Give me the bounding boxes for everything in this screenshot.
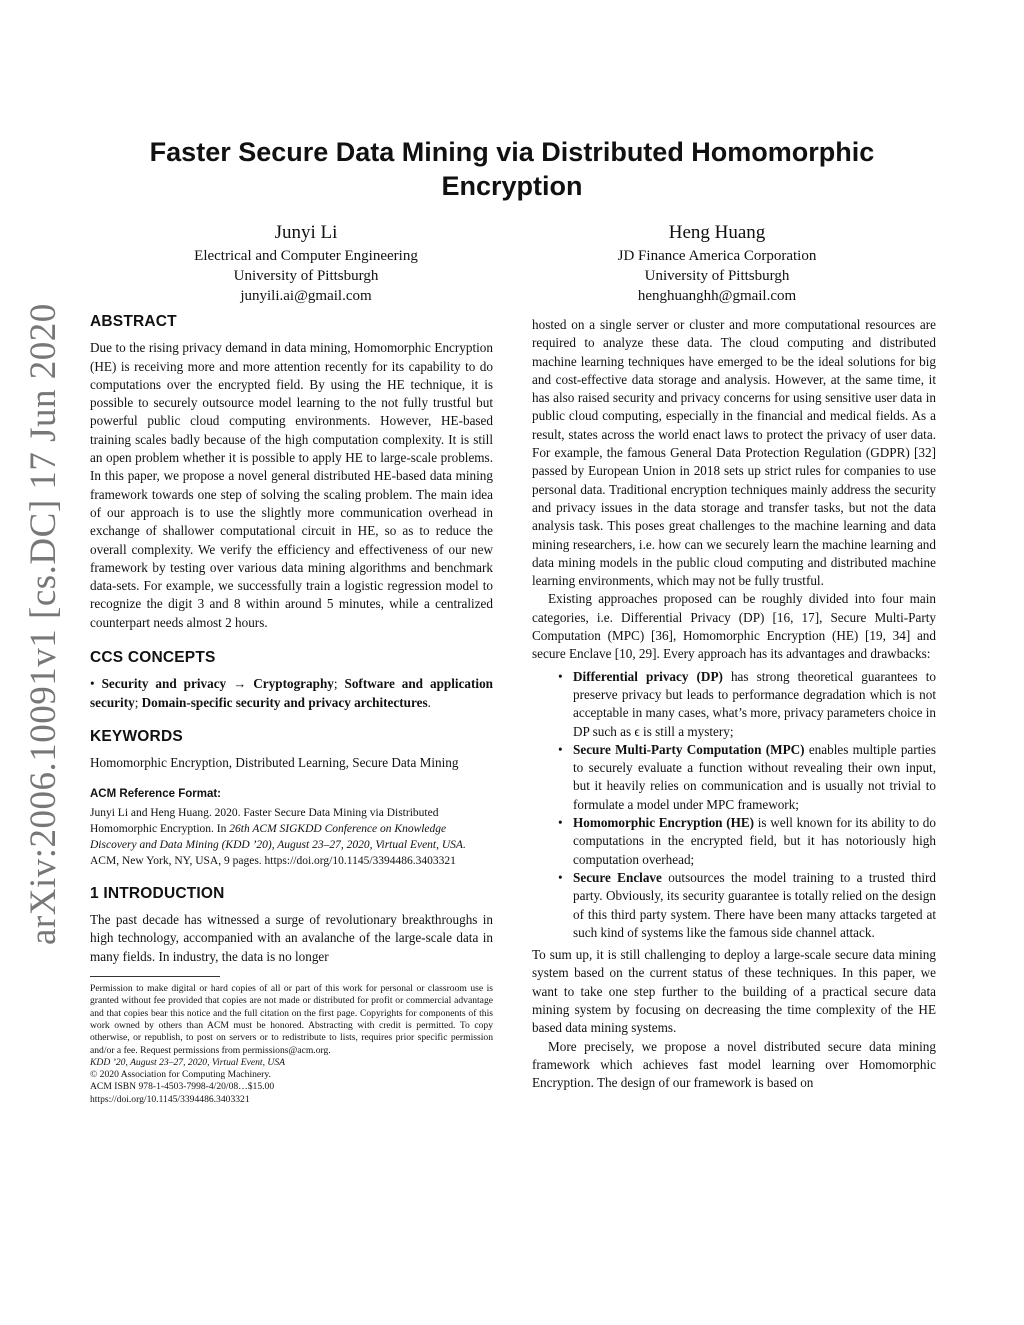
- ccs-concept: Domain-specific security and privacy architectures: [141, 694, 428, 710]
- list-item-text: has strong theoretical guarantees to preserve privacy but leads to performance degradation which is not acceptable in many cases, what’s more, privacy parameters choice in DP such as ϵ is still a mystery;: [573, 668, 936, 739]
- list-item-term: Secure Enclave: [573, 869, 662, 885]
- ccs-bullet: •: [90, 676, 95, 692]
- author-institution: University of Pittsburgh: [644, 268, 790, 284]
- bullet-icon: •: [558, 668, 563, 684]
- ccs-concept: Cryptography: [253, 676, 334, 692]
- intro-text-left: The past decade has witnessed a surge of revolutionary breakthroughs in high technology, accompanied with an avalanche of the large-scale data in many fields. In industry, the data is no longer: [90, 912, 493, 964]
- ccs-concept: Software and application security: [90, 676, 494, 710]
- intro-text-right-2: Existing approaches proposed can be roughly divided into four main categories, i.e. Differential Privacy (DP) [16, 17], Secure Multi-Party Computation (MPC) [36], Homomorphic Encryption (HE) [19, 34] and secure Enclave [10, 29]. Every approach has its advantages and drawbacks:: [532, 591, 936, 662]
- author-institution: University of Pittsburgh: [233, 268, 379, 284]
- acm-reference: [90, 785, 493, 869]
- venue-text: KDD ’20, August 23–27, 2020, Virtual Event, USA: [90, 1056, 285, 1068]
- ccs-concepts: [90, 675, 493, 712]
- footnote-divider: [90, 976, 220, 977]
- arxiv-stamp: arXiv:2006.10091v1 [cs.DC] 17 Jun 2020: [23, 303, 64, 945]
- list-item: [558, 869, 936, 942]
- abstract-heading: ABSTRACT: [90, 313, 177, 330]
- author-affiliation: Electrical and Computer Engineering: [194, 248, 418, 264]
- acm-reference-text: [90, 805, 493, 869]
- list-item-term: Homomorphic Encryption (HE): [573, 815, 755, 831]
- doi-line: https://doi.org/10.1145/3394486.3403321: [90, 1093, 250, 1105]
- list-item-term: Secure Multi-Party Computation (MPC): [573, 741, 805, 757]
- intro-text-right-3: To sum up, it is still challenging to deploy a large-scale secure data mining system based on the current status of these techniques. In this paper, we want to take one step further to the building of a practical secure data mining system by focusing on decreasing the time complexity of the HE based data mining systems.: [532, 947, 936, 1036]
- left-column: [90, 313, 493, 1106]
- acm-reference-part: ACM, New York, NY, USA, 9 pages. https://doi.org/10.1145/3394486.3403321: [90, 854, 456, 867]
- ccs-end: .: [427, 694, 431, 710]
- isbn-line: ACM ISBN 978-1-4503-7998-4/20/08…$15.00: [90, 1081, 275, 1093]
- acm-reference-venue: 26th ACM SIGKDD Conference on Knowledge Discovery and Data Mining (KDD ’20), August 23–27, 2020, Virtual Event, USA.: [90, 822, 466, 851]
- bullet-icon: •: [558, 741, 563, 757]
- copyright-line: © 2020 Association for Computing Machinery.: [90, 1069, 271, 1081]
- keywords-heading: KEYWORDS: [90, 727, 183, 745]
- bullet-icon: •: [558, 869, 563, 885]
- permission-notice: Permission to make digital or hard copies of all or part of this work for personal or classroom use is granted without fee provided that copies are not made or distributed for profit or commercial advantage and that copies bear this notice and the full citation on the first page. Copyrights for components of this work owned by others than ACM must be honored. Abstracting with credit is permitted. To copy otherwise, or republish, to post on servers or to redistribute to lists, requires prior specific permission and/or a fee. Request permissions from permissions@acm.org.: [90, 983, 493, 1056]
- introduction-heading: 1 INTRODUCTION: [90, 884, 225, 902]
- list-item-text: outsources the model training to a trusted third party. Obviously, its security guarantee is totally relied on the design of this third party system. There have been many attacks targeted at such kind of systems like the famous side channel attack.: [573, 869, 936, 940]
- author-name: Junyi Li: [274, 222, 338, 243]
- acm-reference-heading: ACM Reference Format:: [90, 787, 221, 800]
- abstract-text: Due to the rising privacy demand in data mining, Homomorphic Encryption (HE) is receiving more and more attention recently for its capability to do computations over the encrypted field. By using the HE technique, it is possible to securely outsource model learning to the not fully trustful but powerful public cloud computing environments. However, HE-based training scales badly because of the high computation complexity. It is still an open problem whether it is possible to apply HE to large-scale problems. In this paper, we propose a novel general distributed HE-based data mining framework towards one step of solving the scaling problem. The main idea of our approach is to use the slightly more communication overhead in exchange of shallower computational circuit in HE, so as to reduce the overall complexity. We verify the efficiency and effectiveness of our new framework by testing over various data mining algorithms and benchmark data-sets. For example, we successfully train a logistic regression model to recognize the digit 3 and 8 within around 5 minutes, while a centralized counterpart needs almost 2 hours.: [90, 340, 493, 630]
- paper-title: Faster Secure Data Mining via Distributed Homomorphic Encryption: [149, 137, 875, 201]
- list-item: [558, 741, 936, 814]
- right-column: [532, 316, 936, 1092]
- list-item: [558, 814, 936, 869]
- approach-list: [532, 668, 936, 942]
- author-affiliation: JD Finance America Corporation: [617, 248, 817, 264]
- ccs-concept: Security and privacy: [101, 676, 227, 692]
- intro-text-right-4: More precisely, we propose a novel distributed secure data mining framework which achieves fast model learning over Homomorphic Encryption. The design of our framework is based on: [532, 1038, 936, 1091]
- keywords-text: Homomorphic Encryption, Distributed Learning, Secure Data Mining: [90, 755, 459, 771]
- list-item: [558, 668, 936, 741]
- author-block-2: [557, 220, 877, 306]
- ccs-separator: ;: [333, 676, 345, 692]
- author-email: henghuanghh@gmail.com: [637, 288, 797, 304]
- ccs-arrow: →: [233, 676, 247, 692]
- list-item-term: Differential privacy (DP): [573, 668, 723, 684]
- author-email: junyili.ai@gmail.com: [240, 288, 372, 304]
- ccs-separator: ;: [134, 694, 142, 710]
- acm-reference-part: Junyi Li and Heng Huang. 2020. Faster Secure Data Mining via Distributed Homomorphic Encryption. In: [90, 806, 439, 835]
- list-item-text: enables multiple parties to securely evaluate a function without revealing their own input, but it heavily relies on communication and is usually not trivial to formulate a model under MPC framework;: [573, 741, 936, 812]
- intro-text-right-1: hosted on a single server or cluster and more computational resources are required to analyze these data. The cloud computing and distributed machine learning techniques have emerged to be the ideal solutions for big and cost-effective data storage and analysis. However, at the same time, it has also raised security and privacy concerns for using sensitive user data in public cloud computing, especially in the financial and medical fields. As a result, states across the world enact laws to protect the privacy of user data. For example, the famous General Data Protection Regulation (GDPR) [32] passed by European Union in 2018 sets up strict rules for companies to use personal data. Traditional encryption techniques mainly address the security and privacy issues in the data storage and transfer tasks, but not the data analysis task. This poses great challenges to the machine learning and data mining researchers, i.e. how can we securely learn the machine learning and data mining models in the public cloud computing and distributed machine learning environments, which may not be fully trustful.: [532, 317, 936, 589]
- bullet-icon: •: [558, 815, 563, 831]
- permission-venue: [90, 1057, 493, 1069]
- author-block-1: [146, 220, 466, 306]
- list-item-text: is well known for its ability to do computations in the encrypted field, but it has notoriously high computation overhead;: [573, 815, 936, 867]
- author-name: Heng Huang: [668, 222, 766, 243]
- ccs-heading: CCS CONCEPTS: [90, 649, 216, 667]
